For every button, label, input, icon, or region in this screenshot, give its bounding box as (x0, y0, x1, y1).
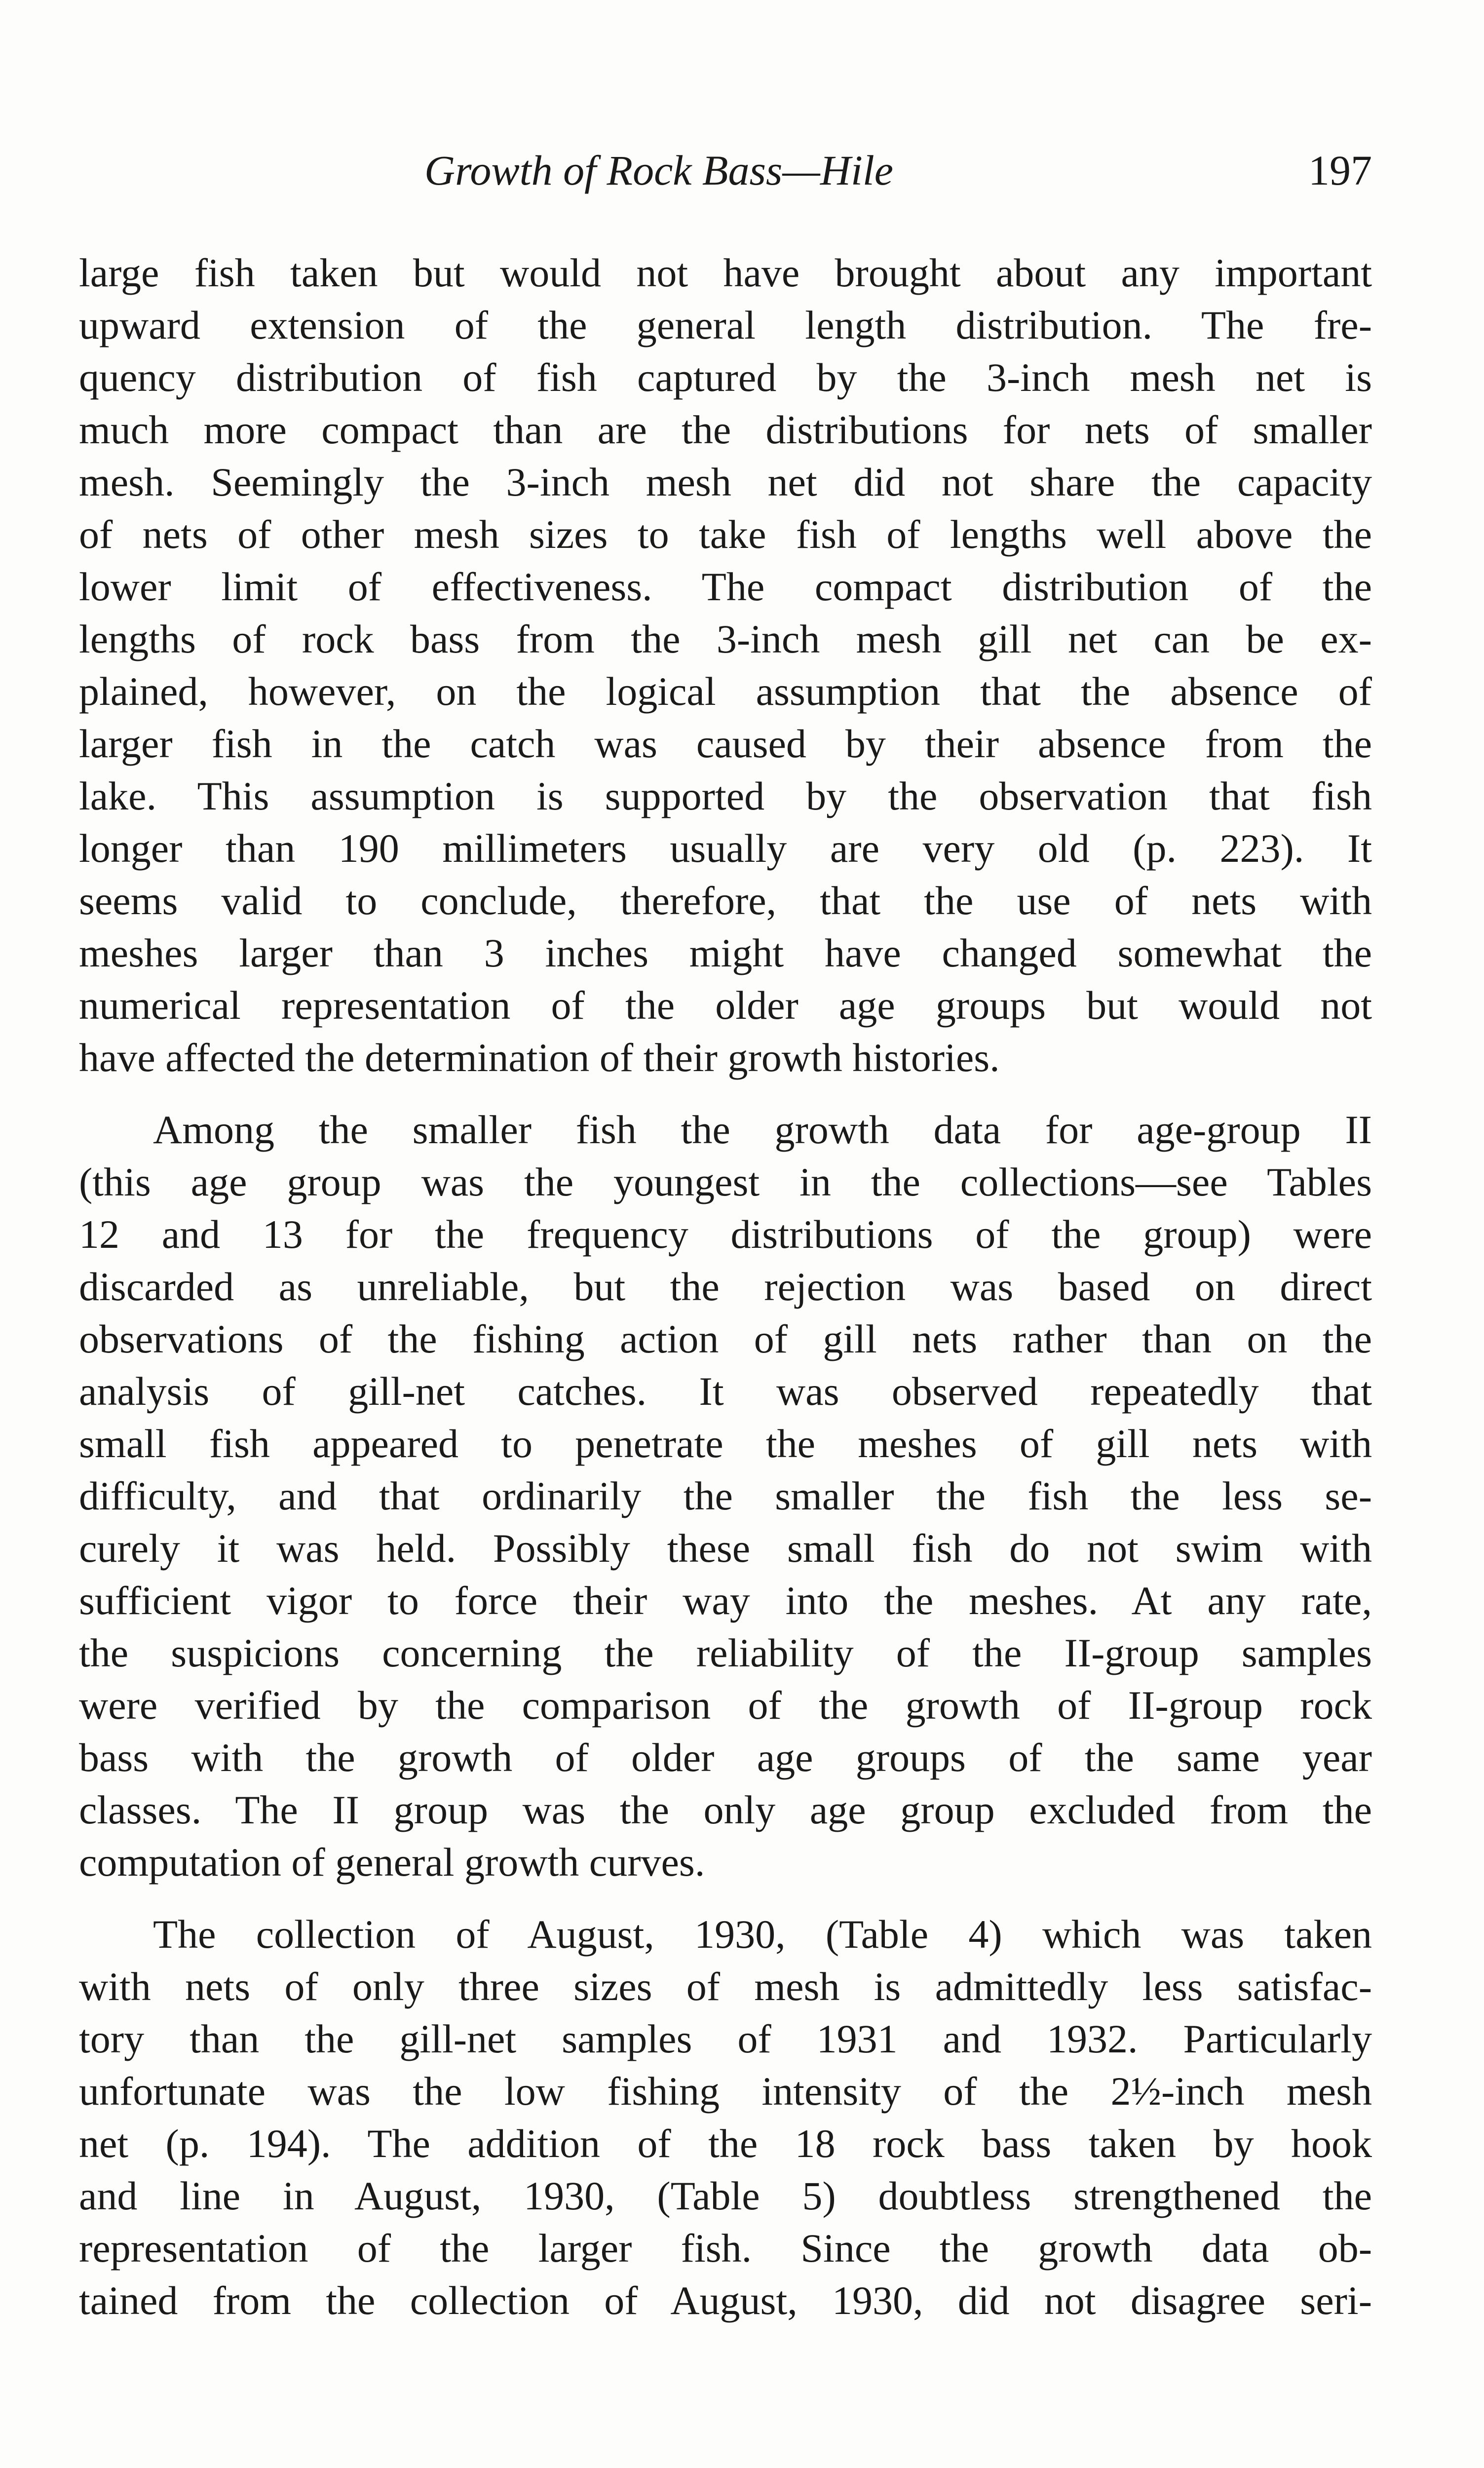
text-line: computation of general growth curves. (79, 1840, 705, 1885)
paragraph-gap (79, 1084, 1372, 1104)
text-line: longer than 190 millimeters usually are very old (p. 223). It (79, 826, 1372, 871)
text-line: discarded as unreliable, but the rejection was based on direct (79, 1264, 1372, 1309)
text-line: net (p. 194). The addition of the 18 rock bass taken by hook (79, 2121, 1372, 2166)
running-head (79, 143, 1372, 197)
text-line: lake. This assumption is supported by the observation that fish (79, 773, 1372, 818)
text-line: bass with the growth of older age groups of the same year (79, 1735, 1372, 1780)
text-line: tory than the gill-net samples of 1931 and 1932. Particularly (79, 2016, 1372, 2061)
text-line: numerical representation of the older age groups but would not (79, 983, 1372, 1028)
text-line: unfortunate was the low fishing intensity of the 2½-inch mesh (79, 2069, 1372, 2114)
text-line: with nets of only three sizes of mesh is admittedly less satisfac- (79, 1964, 1372, 2009)
text-line: (this age group was the youngest in the collections—see Tables (79, 1159, 1372, 1204)
text-line: representation of the larger fish. Since the growth data ob- (79, 2226, 1372, 2271)
text-line: lower limit of effectiveness. The compact distribution of the (79, 564, 1372, 609)
text-line: large fish taken but would not have brought about any important (79, 250, 1372, 295)
text-line: analysis of gill-net catches. It was observed repeatedly that (79, 1369, 1372, 1414)
paragraph-3 (79, 1908, 1372, 2327)
text-line: plained, however, on the logical assumption that the absence of (79, 669, 1372, 714)
text-line: mesh. Seemingly the 3-inch mesh net did not share the capacity (79, 460, 1372, 504)
text-line: curely it was held. Possibly these small fish do not swim with (79, 1526, 1372, 1571)
text-line: larger fish in the catch was caused by their absence from the (79, 721, 1372, 766)
text-line: sufficient vigor to force their way into the meshes. At any rate, (79, 1578, 1372, 1623)
text-line: difficulty, and that ordinarily the smaller the fish the less se- (79, 1473, 1372, 1518)
body-text (79, 247, 1372, 2327)
paragraph-2 (79, 1104, 1372, 1889)
text-line: observations of the fishing action of gill nets rather than on the (79, 1316, 1372, 1361)
text-line: classes. The II group was the only age group excluded from the (79, 1787, 1372, 1832)
text-line: and line in August, 1930, (Table 5) doubtless strengthened the (79, 2173, 1372, 2218)
text-line: upward extension of the general length distribution. The fre- (79, 303, 1372, 347)
text-line: The collection of August, 1930, (Table 4) which was taken (153, 1912, 1372, 1957)
text-line: much more compact than are the distributions for nets of smaller (79, 407, 1372, 452)
text-line: meshes larger than 3 inches might have changed somewhat the (79, 930, 1372, 975)
text-line: Among the smaller fish the growth data for age-group II (153, 1107, 1372, 1152)
paragraph-gap (79, 1889, 1372, 1908)
text-line: the suspicions concerning the reliability of the II-group samples (79, 1630, 1372, 1675)
text-line: quency distribution of fish captured by the 3-inch mesh net is (79, 355, 1372, 400)
page-number: 197 (1308, 147, 1372, 194)
text-line: small fish appeared to penetrate the meshes of gill nets with (79, 1421, 1372, 1466)
text-line: 12 and 13 for the frequency distributions of the group) were (79, 1212, 1372, 1257)
text-line: seems valid to conclude, therefore, that the use of nets with (79, 878, 1372, 923)
text-line: have affected the determination of their growth histories. (79, 1035, 1000, 1080)
text-line: tained from the collection of August, 1930, did not disagree seri- (79, 2278, 1372, 2323)
paragraph-1 (79, 247, 1372, 1084)
text-line: were verified by the comparison of the growth of II-group rock (79, 1683, 1372, 1728)
running-title: Growth of Rock Bass—Hile (424, 147, 893, 194)
text-line: of nets of other mesh sizes to take fish of lengths well above the (79, 512, 1372, 557)
text-line: lengths of rock bass from the 3-inch mesh gill net can be ex- (79, 617, 1372, 661)
